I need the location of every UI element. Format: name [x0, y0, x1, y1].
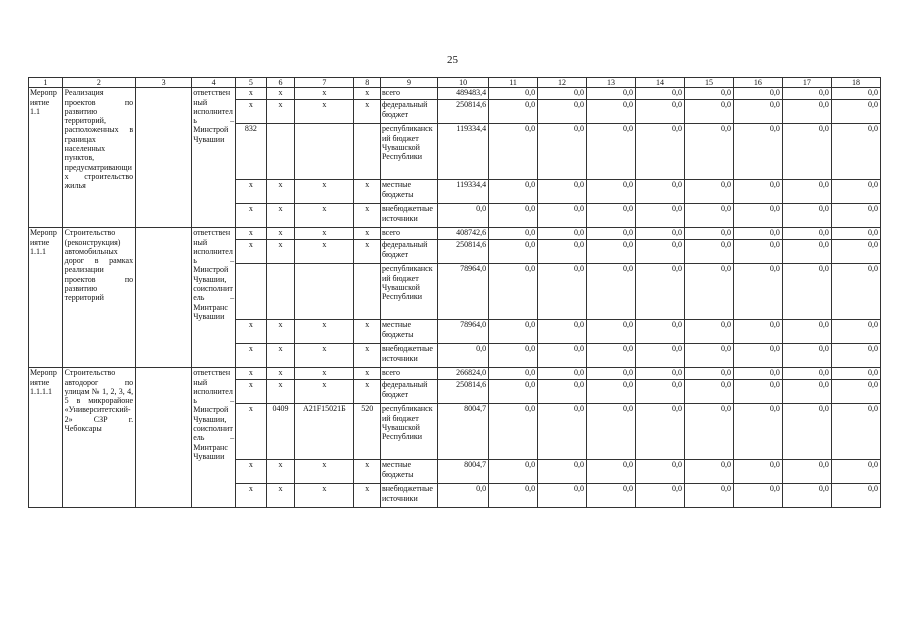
year-amount: 0,0 — [587, 100, 636, 124]
total-amount: 250814,6 — [438, 380, 489, 404]
funding-source: всего — [380, 228, 437, 240]
cell-col6 — [266, 264, 295, 320]
year-amount: 0,0 — [538, 124, 587, 180]
year-amount: 0,0 — [831, 460, 880, 484]
year-amount: 0,0 — [831, 88, 880, 100]
total-amount: 8004,7 — [438, 404, 489, 460]
cell-col7: x — [295, 228, 354, 240]
year-amount: 0,0 — [831, 100, 880, 124]
year-amount: 0,0 — [782, 100, 831, 124]
funding-source: федеральный бюджет — [380, 100, 437, 124]
cell-col8: 520 — [354, 404, 381, 460]
cell-col8: x — [354, 180, 381, 204]
year-amount: 0,0 — [684, 180, 733, 204]
year-amount: 0,0 — [636, 124, 685, 180]
year-amount: 0,0 — [587, 204, 636, 228]
cell-col5: x — [236, 368, 267, 380]
year-amount: 0,0 — [538, 484, 587, 508]
year-amount: 0,0 — [831, 228, 880, 240]
cell-col6: x — [266, 180, 295, 204]
year-amount: 0,0 — [782, 180, 831, 204]
cell-col8: x — [354, 100, 381, 124]
year-amount: 0,0 — [782, 460, 831, 484]
total-amount: 0,0 — [438, 204, 489, 228]
year-amount: 0,0 — [587, 404, 636, 460]
year-amount: 0,0 — [782, 344, 831, 368]
cell-col5: x — [236, 180, 267, 204]
cell-col7: x — [295, 460, 354, 484]
year-amount: 0,0 — [831, 484, 880, 508]
cell-col7 — [295, 124, 354, 180]
cell-col8: x — [354, 368, 381, 380]
year-amount: 0,0 — [636, 344, 685, 368]
year-amount: 0,0 — [733, 264, 782, 320]
total-amount: 250814,6 — [438, 100, 489, 124]
cell-col6: x — [266, 228, 295, 240]
year-amount: 0,0 — [782, 368, 831, 380]
total-amount: 8004,7 — [438, 460, 489, 484]
cell-col6: x — [266, 484, 295, 508]
cell-col7: x — [295, 240, 354, 264]
cell-col6: x — [266, 88, 295, 100]
year-amount: 0,0 — [684, 460, 733, 484]
year-amount: 0,0 — [587, 180, 636, 204]
cell-col7: x — [295, 368, 354, 380]
executor: ответственный исполнитель – Минстрой Чувашии, соисполнитель – Минтранс Чувашии — [192, 228, 236, 368]
funding-source: местные бюджеты — [380, 320, 437, 344]
table-row — [29, 88, 881, 100]
funding-source: всего — [380, 88, 437, 100]
year-amount: 0,0 — [489, 484, 538, 508]
cell-col8: x — [354, 240, 381, 264]
column-number: 14 — [636, 78, 685, 88]
year-amount: 0,0 — [684, 484, 733, 508]
cell-col5: x — [236, 88, 267, 100]
year-amount: 0,0 — [733, 380, 782, 404]
year-amount: 0,0 — [538, 228, 587, 240]
cell-col7: x — [295, 88, 354, 100]
cell-col6 — [266, 124, 295, 180]
total-amount: 0,0 — [438, 344, 489, 368]
funding-source: республиканский бюджет Чувашской Республики — [380, 124, 437, 180]
year-amount: 0,0 — [538, 320, 587, 344]
cell-col7: A21F15021Б — [295, 404, 354, 460]
table-row — [29, 228, 881, 240]
cell-col6: x — [266, 368, 295, 380]
measure-title: Строительство (реконструкция) автомобильных дорог в рамках реализации проектов по развитию территорий — [62, 228, 135, 368]
year-amount: 0,0 — [733, 484, 782, 508]
year-amount: 0,0 — [733, 320, 782, 344]
column-number: 15 — [684, 78, 733, 88]
year-amount: 0,0 — [733, 204, 782, 228]
executor: ответственный исполнитель – Минстрой Чувашии, соисполнитель – Минтранс Чувашии — [192, 368, 236, 508]
total-amount: 78964,0 — [438, 264, 489, 320]
column-number: 13 — [587, 78, 636, 88]
cell-col7 — [295, 264, 354, 320]
year-amount: 0,0 — [587, 228, 636, 240]
cell-col6: x — [266, 240, 295, 264]
cell-col5: x — [236, 380, 267, 404]
column-number: 12 — [538, 78, 587, 88]
column-number: 7 — [295, 78, 354, 88]
cell-col8: x — [354, 204, 381, 228]
cell-col5: x — [236, 240, 267, 264]
empty-cell — [136, 88, 192, 228]
cell-col6: x — [266, 344, 295, 368]
funding-source: республиканский бюджет Чувашской Республики — [380, 264, 437, 320]
year-amount: 0,0 — [587, 264, 636, 320]
year-amount: 0,0 — [733, 460, 782, 484]
cell-col8: x — [354, 320, 381, 344]
year-amount: 0,0 — [489, 180, 538, 204]
year-amount: 0,0 — [636, 180, 685, 204]
funding-source: внебюджетные источники — [380, 204, 437, 228]
page-number: 25 — [447, 54, 458, 66]
total-amount: 119334,4 — [438, 180, 489, 204]
year-amount: 0,0 — [831, 124, 880, 180]
column-number: 11 — [489, 78, 538, 88]
year-amount: 0,0 — [782, 124, 831, 180]
year-amount: 0,0 — [684, 320, 733, 344]
cell-col8 — [354, 124, 381, 180]
cell-col5: x — [236, 460, 267, 484]
year-amount: 0,0 — [538, 180, 587, 204]
year-amount: 0,0 — [587, 320, 636, 344]
year-amount: 0,0 — [489, 100, 538, 124]
column-number: 8 — [354, 78, 381, 88]
cell-col8 — [354, 264, 381, 320]
year-amount: 0,0 — [782, 264, 831, 320]
year-amount: 0,0 — [489, 460, 538, 484]
measure-id: Мероприятие 1.1 — [29, 88, 63, 228]
year-amount: 0,0 — [587, 380, 636, 404]
cell-col5 — [236, 264, 267, 320]
cell-col6: x — [266, 320, 295, 344]
year-amount: 0,0 — [733, 180, 782, 204]
year-amount: 0,0 — [831, 264, 880, 320]
year-amount: 0,0 — [636, 320, 685, 344]
year-amount: 0,0 — [538, 100, 587, 124]
year-amount: 0,0 — [636, 380, 685, 404]
measure-id: Мероприятие 1.1.1 — [29, 228, 63, 368]
year-amount: 0,0 — [733, 100, 782, 124]
year-amount: 0,0 — [636, 404, 685, 460]
cell-col7: x — [295, 204, 354, 228]
cell-col5: x — [236, 344, 267, 368]
year-amount: 0,0 — [587, 344, 636, 368]
year-amount: 0,0 — [782, 404, 831, 460]
year-amount: 0,0 — [684, 240, 733, 264]
cell-col6: x — [266, 204, 295, 228]
year-amount: 0,0 — [684, 344, 733, 368]
year-amount: 0,0 — [733, 88, 782, 100]
year-amount: 0,0 — [831, 204, 880, 228]
year-amount: 0,0 — [538, 344, 587, 368]
column-number: 6 — [266, 78, 295, 88]
year-amount: 0,0 — [733, 404, 782, 460]
year-amount: 0,0 — [587, 88, 636, 100]
cell-col5: x — [236, 204, 267, 228]
year-amount: 0,0 — [782, 380, 831, 404]
year-amount: 0,0 — [831, 320, 880, 344]
year-amount: 0,0 — [636, 484, 685, 508]
year-amount: 0,0 — [489, 240, 538, 264]
measure-title: Реализация проектов по развитию территорий, расположенных в границах населенных пунктов, предусматривающих строительство жилья — [62, 88, 135, 228]
year-amount: 0,0 — [538, 88, 587, 100]
year-amount: 0,0 — [489, 124, 538, 180]
year-amount: 0,0 — [538, 368, 587, 380]
year-amount: 0,0 — [733, 240, 782, 264]
year-amount: 0,0 — [636, 100, 685, 124]
cell-col8: x — [354, 460, 381, 484]
year-amount: 0,0 — [733, 124, 782, 180]
year-amount: 0,0 — [538, 204, 587, 228]
year-amount: 0,0 — [489, 204, 538, 228]
total-amount: 408742,6 — [438, 228, 489, 240]
year-amount: 0,0 — [684, 380, 733, 404]
column-number: 18 — [831, 78, 880, 88]
year-amount: 0,0 — [733, 228, 782, 240]
cell-col5: 832 — [236, 124, 267, 180]
year-amount: 0,0 — [538, 264, 587, 320]
column-number: 3 — [136, 78, 192, 88]
year-amount: 0,0 — [489, 264, 538, 320]
total-amount: 0,0 — [438, 484, 489, 508]
empty-cell — [136, 228, 192, 368]
cell-col6: 0409 — [266, 404, 295, 460]
year-amount: 0,0 — [684, 368, 733, 380]
year-amount: 0,0 — [489, 368, 538, 380]
year-amount: 0,0 — [636, 264, 685, 320]
year-amount: 0,0 — [587, 484, 636, 508]
year-amount: 0,0 — [636, 240, 685, 264]
year-amount: 0,0 — [831, 180, 880, 204]
year-amount: 0,0 — [684, 264, 733, 320]
year-amount: 0,0 — [489, 344, 538, 368]
year-amount: 0,0 — [489, 88, 538, 100]
year-amount: 0,0 — [489, 404, 538, 460]
year-amount: 0,0 — [538, 380, 587, 404]
column-number: 9 — [380, 78, 437, 88]
funding-source: федеральный бюджет — [380, 240, 437, 264]
executor: ответственный исполнитель – Минстрой Чувашии — [192, 88, 236, 228]
year-amount: 0,0 — [733, 344, 782, 368]
cell-col8: x — [354, 380, 381, 404]
year-amount: 0,0 — [733, 368, 782, 380]
year-amount: 0,0 — [636, 88, 685, 100]
column-number: 16 — [733, 78, 782, 88]
total-amount: 266824,0 — [438, 368, 489, 380]
year-amount: 0,0 — [782, 484, 831, 508]
year-amount: 0,0 — [684, 204, 733, 228]
year-amount: 0,0 — [587, 368, 636, 380]
measure-id: Мероприятие 1.1.1.1 — [29, 368, 63, 508]
cell-col5: x — [236, 484, 267, 508]
cell-col7: x — [295, 180, 354, 204]
budget-table — [28, 77, 881, 508]
cell-col7: x — [295, 380, 354, 404]
year-amount: 0,0 — [587, 460, 636, 484]
cell-col6: x — [266, 460, 295, 484]
cell-col8: x — [354, 484, 381, 508]
year-amount: 0,0 — [831, 344, 880, 368]
year-amount: 0,0 — [684, 404, 733, 460]
year-amount: 0,0 — [782, 240, 831, 264]
year-amount: 0,0 — [636, 368, 685, 380]
funding-source: местные бюджеты — [380, 180, 437, 204]
year-amount: 0,0 — [538, 240, 587, 264]
year-amount: 0,0 — [636, 204, 685, 228]
year-amount: 0,0 — [684, 124, 733, 180]
total-amount: 489483,4 — [438, 88, 489, 100]
funding-source: внебюджетные источники — [380, 344, 437, 368]
measure-title: Строительство автодорог по улицам № 1, 2, 3, 4, 5 в микрорайоне «Университетский-2» СЗР г. Чебоксары — [62, 368, 135, 508]
year-amount: 0,0 — [587, 124, 636, 180]
year-amount: 0,0 — [684, 100, 733, 124]
year-amount: 0,0 — [831, 404, 880, 460]
year-amount: 0,0 — [831, 380, 880, 404]
year-amount: 0,0 — [782, 228, 831, 240]
year-amount: 0,0 — [831, 240, 880, 264]
cell-col7: x — [295, 100, 354, 124]
cell-col7: x — [295, 344, 354, 368]
column-number: 17 — [782, 78, 831, 88]
column-number: 10 — [438, 78, 489, 88]
year-amount: 0,0 — [782, 204, 831, 228]
cell-col6: x — [266, 100, 295, 124]
cell-col5: x — [236, 100, 267, 124]
year-amount: 0,0 — [782, 88, 831, 100]
funding-source: федеральный бюджет — [380, 380, 437, 404]
table-row — [29, 368, 881, 380]
cell-col5: x — [236, 228, 267, 240]
year-amount: 0,0 — [636, 228, 685, 240]
cell-col6: x — [266, 380, 295, 404]
year-amount: 0,0 — [684, 228, 733, 240]
year-amount: 0,0 — [489, 228, 538, 240]
column-header-row — [29, 78, 881, 88]
cell-col5: x — [236, 320, 267, 344]
funding-source: всего — [380, 368, 437, 380]
funding-source: внебюджетные источники — [380, 484, 437, 508]
year-amount: 0,0 — [831, 368, 880, 380]
cell-col5: x — [236, 404, 267, 460]
total-amount: 78964,0 — [438, 320, 489, 344]
year-amount: 0,0 — [538, 460, 587, 484]
funding-source: местные бюджеты — [380, 460, 437, 484]
year-amount: 0,0 — [489, 320, 538, 344]
year-amount: 0,0 — [636, 460, 685, 484]
empty-cell — [136, 368, 192, 508]
cell-col8: x — [354, 228, 381, 240]
year-amount: 0,0 — [538, 404, 587, 460]
year-amount: 0,0 — [684, 88, 733, 100]
funding-source: республиканский бюджет Чувашской Республики — [380, 404, 437, 460]
column-number: 4 — [192, 78, 236, 88]
column-number: 5 — [236, 78, 267, 88]
cell-col8: x — [354, 88, 381, 100]
total-amount: 250814,6 — [438, 240, 489, 264]
cell-col8: x — [354, 344, 381, 368]
cell-col7: x — [295, 484, 354, 508]
column-number: 1 — [29, 78, 63, 88]
year-amount: 0,0 — [587, 240, 636, 264]
cell-col7: x — [295, 320, 354, 344]
total-amount: 119334,4 — [438, 124, 489, 180]
year-amount: 0,0 — [489, 380, 538, 404]
year-amount: 0,0 — [782, 320, 831, 344]
column-number: 2 — [62, 78, 135, 88]
